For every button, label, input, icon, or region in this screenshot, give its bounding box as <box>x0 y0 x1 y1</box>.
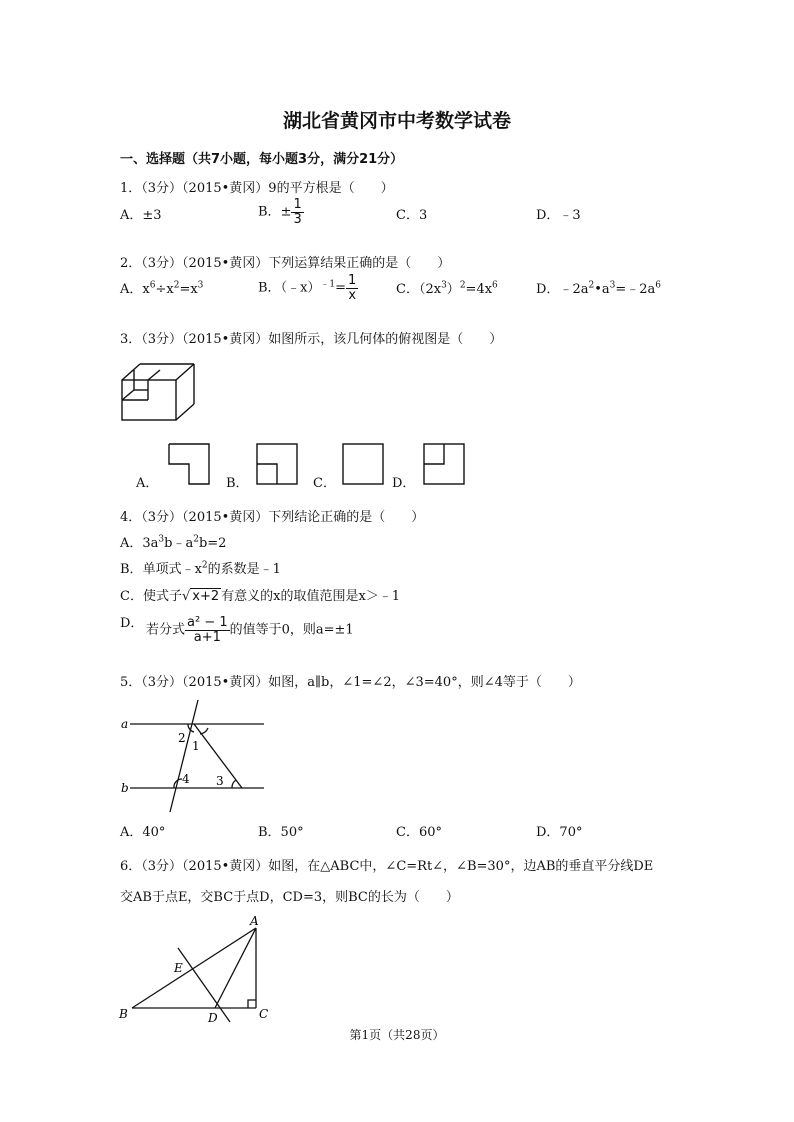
point-label-d: D <box>208 1011 218 1025</box>
exponent: 2 <box>588 280 595 291</box>
q1-option-a: A．±3 <box>120 208 162 223</box>
exponent: 2 <box>173 280 180 291</box>
q3-solid-figure <box>120 362 200 424</box>
term: ÷x <box>155 282 174 297</box>
angle-label-2: 2 <box>178 731 186 745</box>
q6-triangle-figure <box>118 914 278 1024</box>
term: x <box>142 282 150 297</box>
fraction-denominator: a+1 <box>193 629 221 645</box>
term: = <box>335 280 347 296</box>
exponent: 6 <box>492 280 498 291</box>
term: 3a <box>142 536 159 551</box>
q2-option-a <box>120 278 203 297</box>
option-label: B． <box>120 562 143 577</box>
term: ） <box>446 282 460 297</box>
term: 的值等于0，则a=±1 <box>229 622 354 638</box>
q1-option-d: D．﹣3 <box>536 208 581 223</box>
q3-option-a: A． <box>136 476 159 491</box>
q1-option-b <box>258 198 304 226</box>
term: •a <box>594 282 610 297</box>
exponent: 3 <box>197 280 204 291</box>
term: =x <box>179 282 198 297</box>
term: 单项式﹣x <box>142 562 202 577</box>
option-label: C． <box>396 282 419 297</box>
q1-b-label: B． <box>258 204 281 220</box>
fraction-denominator: 3 <box>293 211 302 227</box>
option-label: D． <box>536 282 560 297</box>
term: 使式子 <box>142 589 182 604</box>
angle-label-1: 1 <box>192 739 200 753</box>
fraction-numerator: 1 <box>293 197 302 212</box>
radicand: x+2 <box>192 589 220 604</box>
point-label-e: E <box>174 961 183 975</box>
option-label: C． <box>120 589 143 604</box>
q3-option-d: D． <box>392 476 416 491</box>
term: 有意义的x的取值范围是x＞﹣1 <box>221 589 401 604</box>
fraction-numerator: a² − 1 <box>187 615 228 630</box>
exponent: 2 <box>459 280 466 291</box>
angle-label-3: 3 <box>216 774 224 788</box>
term: 若分式 <box>146 622 186 638</box>
exponent: 3 <box>158 534 165 545</box>
vertex-label-b: B <box>119 1007 128 1021</box>
sqrt-sign: √ <box>181 589 191 604</box>
q4-option-b <box>120 558 281 577</box>
page-title: 湖北省黄冈市中考数学试卷 <box>282 110 511 132</box>
q5-option-b: B．50° <box>258 825 304 840</box>
page-footer: 第1页（共28页） <box>349 1028 445 1042</box>
q4-option-d <box>146 616 354 644</box>
term: =4x <box>465 282 493 297</box>
question-3-stem: 3．（3分）（2015•黄冈）如图所示，该几何体的俯视图是（ ） <box>120 332 503 347</box>
option-label: A． <box>120 282 143 297</box>
question-6-stem-line1: 6．（3分）（2015•黄冈）如图，在△ABC中，∠C=Rt∠，∠B=30°，边AB的垂直平分线DE <box>120 859 654 874</box>
q3-option-c-figure <box>342 443 384 485</box>
fraction-numerator: 1 <box>348 273 357 288</box>
question-6-stem-line2: 交AB于点E，交BC于点D，CD=3，则BC的长为（ ） <box>120 890 459 905</box>
q4-d-fraction <box>185 616 230 644</box>
vertex-label-a: A <box>250 914 259 928</box>
q3-option-b-figure <box>256 443 298 485</box>
line-label-b: b <box>121 781 129 795</box>
q5-option-c: C．60° <box>396 825 442 840</box>
term: （2x <box>418 282 442 297</box>
vertex-label-c: C <box>259 1007 269 1021</box>
q2-option-c <box>396 278 498 297</box>
angle-label-4: 4 <box>182 772 190 786</box>
q2-option-b <box>258 274 358 302</box>
option-label: B． <box>258 280 281 296</box>
fraction-denominator: x <box>348 287 357 303</box>
exponent: ﹣1 <box>320 279 336 290</box>
exponent: 6 <box>149 280 156 291</box>
q4-option-c <box>120 585 400 604</box>
q1-option-c: C．3 <box>396 208 428 223</box>
q4-option-d-label: D． <box>120 616 144 631</box>
question-2-stem: 2．（3分）（2015•黄冈）下列运算结果正确的是（ ） <box>120 256 451 271</box>
question-4-stem: 4．（3分）（2015•黄冈）下列结论正确的是（ ） <box>120 510 425 525</box>
term: ﹣2a <box>559 282 589 297</box>
term: 的系数是﹣1 <box>207 562 281 577</box>
q5-option-a: A．40° <box>120 825 166 840</box>
q1-b-fraction <box>291 198 303 226</box>
line-label-a: a <box>121 717 129 731</box>
question-5-stem: 5．（3分）（2015•黄冈）如图，a∥b，∠1=∠2，∠3=40°，则∠4等于（ ） <box>120 675 581 690</box>
q3-option-d-figure <box>423 443 465 485</box>
q2-b-fraction <box>346 274 358 302</box>
term: b﹣a <box>164 536 194 551</box>
term: =﹣2a <box>615 282 656 297</box>
q4-option-a <box>120 532 226 551</box>
exponent: 3 <box>609 280 616 291</box>
exponent: 2 <box>193 534 199 545</box>
exponent: 3 <box>441 280 447 291</box>
section-heading: 一、选择题（共7小题，每小题3分，满分21分） <box>120 152 404 167</box>
option-label: A． <box>120 536 143 551</box>
exponent: 6 <box>655 280 662 291</box>
q3-option-c: C． <box>313 476 336 491</box>
exponent: 2 <box>201 560 208 571</box>
term: b=2 <box>198 536 227 551</box>
q3-option-a-figure <box>168 443 210 485</box>
q5-option-d: D．70° <box>536 825 583 840</box>
q1-b-pm: ± <box>280 204 292 220</box>
q5-parallel-lines-figure <box>118 700 268 816</box>
term: （﹣x） <box>280 280 321 296</box>
question-1-stem: 1．（3分）（2015•黄冈）9的平方根是（ ） <box>120 181 394 196</box>
q2-option-d <box>536 278 661 297</box>
q3-option-b: B． <box>226 476 249 491</box>
